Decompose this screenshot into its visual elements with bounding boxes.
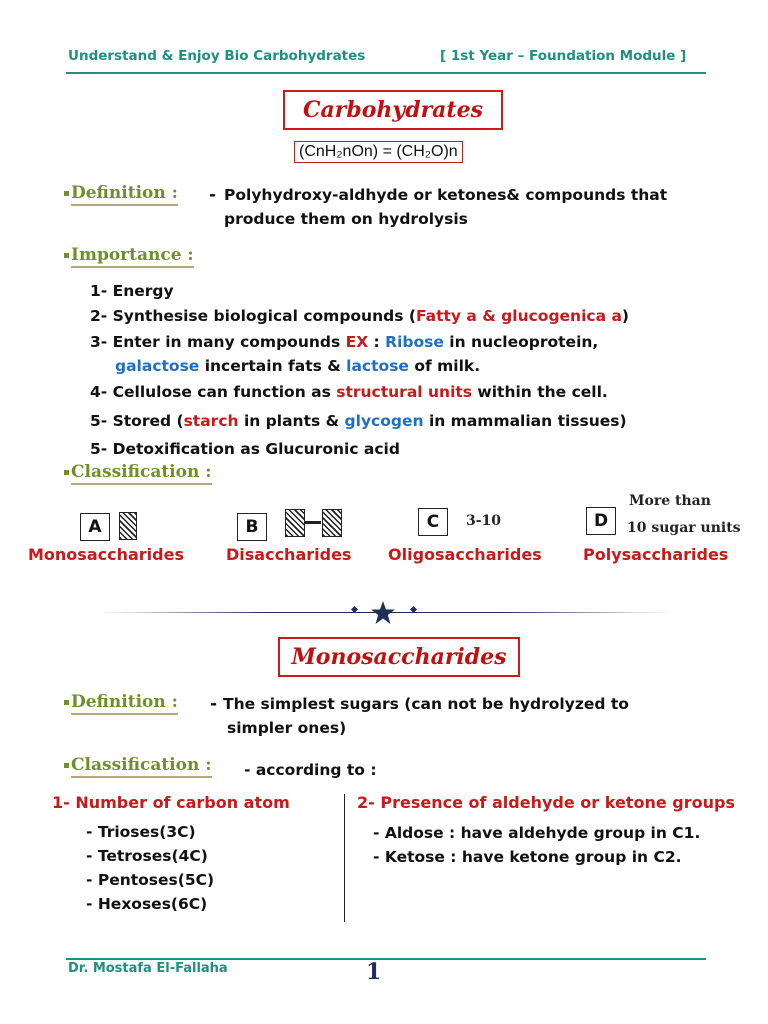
class-d-note-2: 10 sugar units [627,520,741,536]
importance-item-5: 5- Stored (starch in plants & glycogen in mammalian tissues) [90,412,627,430]
header-module: [ 1st Year – Foundation Module ] [440,48,687,64]
definition-line-1: Polyhydroxy-aldhyde or ketones& compounds that [224,186,668,204]
mono-definition-line-2: simpler ones) [227,719,347,737]
importance-item-4: 4- Cellulose can function as structural units within the cell. [90,383,608,401]
bullet-icon [64,470,69,475]
importance-item-1: 1- Energy [90,282,174,300]
definition-line-2: produce them on hydrolysis [224,210,468,228]
header-rule [66,72,706,74]
importance-item-6: 5- Detoxification as Glucuronic acid [90,440,400,458]
carbon-item: - Trioses(3C) [86,823,196,841]
formula: (CnH₂nOn) = (CH₂O)n [294,141,463,163]
disaccharide-unit-icon [322,509,342,537]
class-a-letter: A [80,513,110,541]
disaccharide-unit-icon [285,509,305,537]
bullet-icon [64,700,69,705]
definition-dash: - [209,185,217,205]
class-a-name: Monosaccharides [28,545,184,564]
importance-item-3-cont: galactose incertain fats & lactose of milk. [115,357,481,375]
page-title: Carbohydrates [283,90,503,130]
header-title: Understand & Enjoy Bio Carbohydrates [68,48,366,64]
page-number: 1 [366,959,382,985]
mono-classification-heading [64,755,212,775]
carbon-item: - Pentoses(5C) [86,871,215,889]
class-c-note: 3-10 [466,513,502,529]
mono-classification-label: Classification : [71,755,212,778]
importance-heading [64,245,194,265]
section-title: Monosaccharides [278,637,520,677]
importance-item-3: 3- Enter in many compounds EX : Ribose in nucleoprotein, [90,333,599,351]
class-d-letter: D [586,507,616,535]
importance-item-2: 2- Synthesise biological compounds (Fatty a & glucogenica a) [90,307,629,325]
mono-definition-heading [64,692,178,712]
glycosidic-bond-icon [304,521,321,524]
column-divider [344,794,345,922]
importance-label: Importance : [71,245,194,268]
class-d-note-1: More than [629,493,711,509]
class-b-letter: B [237,513,267,541]
class-c-name: Oligosaccharides [388,545,542,564]
class-b-name: Disaccharides [226,545,352,564]
aldose-item: - Aldose : have aldehyde group in C1. [373,824,701,842]
bullet-icon [64,191,69,196]
bullet-icon [64,253,69,258]
footer-author: Dr. Mostafa El-Fallaha [68,961,228,976]
class-d-name: Polysaccharides [583,545,729,564]
mono-definition-dash: - [210,694,218,714]
according-to: - according to : [244,761,377,779]
ketose-item: - Ketose : have ketone group in C2. [373,848,682,866]
carbon-item: - Hexoses(6C) [86,895,208,913]
classification-heading [64,462,212,482]
definition-label: Definition : [71,183,178,206]
classification-label: Classification : [71,462,212,485]
carbon-atom-heading: 1- Number of carbon atom [52,793,290,812]
functional-group-heading: 2- Presence of aldehyde or ketone groups [357,793,735,812]
footer-rule [66,958,706,960]
class-c-letter: C [418,508,448,536]
definition-heading [64,183,178,203]
star-icon [371,601,395,624]
carbon-item: - Tetroses(4C) [86,847,208,865]
mono-definition-line-1: The simplest sugars (can not be hydrolyzed to [223,695,629,713]
monosaccharide-unit-icon [119,512,137,540]
mono-definition-label: Definition : [71,692,178,715]
bullet-icon [64,763,69,768]
